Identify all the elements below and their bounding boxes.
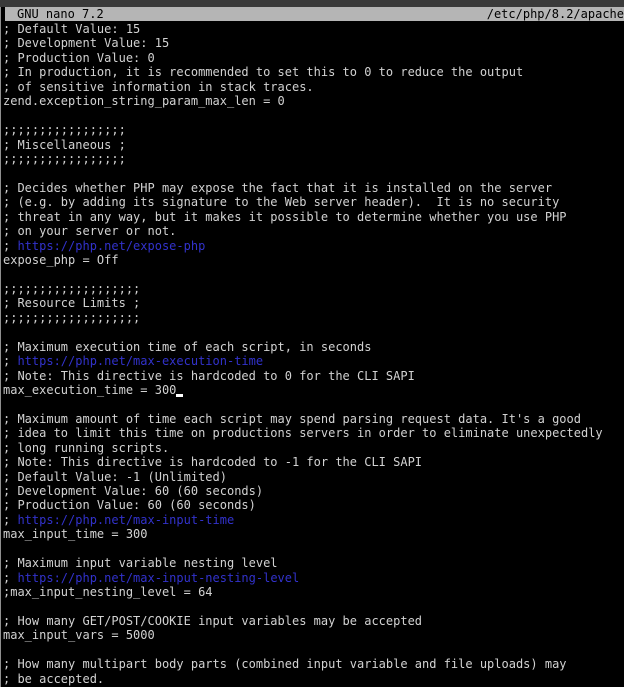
editor-line xyxy=(3,513,624,527)
line-text: ; xyxy=(3,354,18,369)
line-text: ; be accepted. xyxy=(3,671,105,686)
editor-line xyxy=(3,325,624,339)
line-text: max_execution_time = 300 xyxy=(3,382,177,397)
editor-line xyxy=(3,210,624,224)
line-text: zend.exception_string_param_max_len = 0 xyxy=(3,94,285,109)
nano-titlebar xyxy=(5,7,624,21)
editor-line xyxy=(3,80,624,94)
line-text: ;;;;;;;;;;;;;;;;; xyxy=(3,123,126,138)
editor-line xyxy=(3,383,624,397)
editor-line xyxy=(3,152,624,166)
editor-line xyxy=(3,643,624,657)
line-text: ; (e.g. by adding its signature to the Web server header). It is no security xyxy=(3,195,560,210)
line-text: ; Decides whether PHP may expose the fact that it is installed on the server xyxy=(3,180,553,195)
editor-line xyxy=(3,224,624,238)
editor-line xyxy=(3,296,624,310)
line-text: max_input_vars = 5000 xyxy=(3,628,155,643)
line-text: ;max_input_nesting_level = 64 xyxy=(3,585,213,600)
editor-line xyxy=(3,527,624,541)
window-top-border xyxy=(0,0,624,7)
line-text: ; on your server or not. xyxy=(3,224,177,239)
line-text: ; long running scripts. xyxy=(3,440,170,455)
editor-line xyxy=(3,65,624,79)
editor-line xyxy=(3,340,624,354)
line-text: ; Development Value: 15 xyxy=(3,36,170,51)
line-text: ; Maximum input variable nesting level xyxy=(3,556,278,571)
editor-line xyxy=(3,426,624,440)
editor-line xyxy=(3,181,624,195)
line-text: ; Miscellaneous ; xyxy=(3,137,126,152)
editor-line xyxy=(3,498,624,512)
line-text: ; Default Value: 15 xyxy=(3,22,141,36)
editor-line xyxy=(3,441,624,455)
file-path-label: /etc/php/8.2/apache xyxy=(486,7,624,21)
line-text: ; How many multipart body parts (combined input variable and file uploads) may xyxy=(3,657,567,672)
editor-line xyxy=(3,369,624,383)
line-text: expose_php = Off xyxy=(3,253,119,267)
php-doc-url: https://php.net/expose-php xyxy=(17,238,206,253)
line-text: ; idea to limit this time on productions servers in order to eliminate unexpectedly xyxy=(3,426,603,441)
nano-version-label: GNU nano 7.2 xyxy=(17,7,104,21)
editor-line xyxy=(3,123,624,137)
line-text: ; Note: This directive is hardcoded to 0 for the CLI SAPI xyxy=(3,368,415,383)
editor-line xyxy=(3,628,624,642)
editor-line xyxy=(3,484,624,498)
editor-line xyxy=(3,556,624,570)
line-text: ; Resource Limits ; xyxy=(3,296,141,311)
editor-line xyxy=(3,253,624,267)
line-text: ; xyxy=(3,570,18,585)
line-text: ; threat in any way, but it makes it possible to determine whether you use PHP xyxy=(3,209,567,224)
editor-line xyxy=(3,94,624,108)
line-text: ; xyxy=(3,512,18,527)
line-text: max_input_time = 300 xyxy=(3,527,148,542)
line-text: ; Note: This directive is hardcoded to -1 for the CLI SAPI xyxy=(3,455,423,470)
php-doc-url: https://php.net/max-input-nesting-level xyxy=(17,570,300,585)
editor-line xyxy=(3,22,624,36)
editor-line xyxy=(3,542,624,556)
editor-line xyxy=(3,571,624,585)
text-cursor xyxy=(176,384,183,397)
editor-line xyxy=(3,239,624,253)
editor-line xyxy=(3,109,624,123)
line-text: ; Production Value: 60 (60 seconds) xyxy=(3,498,256,513)
line-text: ; Maximum amount of time each script may spend parsing request data. It's a good xyxy=(3,411,581,426)
editor-line xyxy=(3,672,624,686)
editor-line xyxy=(3,138,624,152)
line-text: ; of sensitive information in stack traces. xyxy=(3,79,314,94)
line-text: ; How many GET/POST/COOKIE input variables may be accepted xyxy=(3,613,423,628)
line-text: ; Development Value: 60 (60 seconds) xyxy=(3,484,264,498)
editor-line xyxy=(3,455,624,469)
editor-line xyxy=(3,412,624,426)
editor-line xyxy=(3,354,624,368)
editor-line xyxy=(3,311,624,325)
editor-line xyxy=(3,267,624,281)
php-doc-url: https://php.net/max-input-time xyxy=(17,512,235,527)
editor-line xyxy=(3,166,624,180)
line-text: ; Maximum execution time of each script, in seconds xyxy=(3,339,372,354)
line-text: ; xyxy=(3,238,18,253)
editor-line xyxy=(3,470,624,484)
line-text: ; Production Value: 0 xyxy=(3,50,155,65)
editor-line xyxy=(3,195,624,209)
line-text: ; In production, it is recommended to set this to 0 to reduce the output xyxy=(3,65,524,80)
editor-line xyxy=(3,614,624,628)
line-text: ;;;;;;;;;;;;;;;;;;; xyxy=(3,310,141,325)
line-text: ; Default Value: -1 (Unlimited) xyxy=(3,469,227,484)
editor-body[interactable] xyxy=(0,22,624,687)
editor-line xyxy=(3,397,624,411)
editor-line xyxy=(3,657,624,671)
window-left-border xyxy=(0,7,1,687)
line-text: ;;;;;;;;;;;;;;;;; xyxy=(3,151,126,166)
editor-line xyxy=(3,36,624,50)
editor-line xyxy=(3,585,624,599)
editor-line xyxy=(3,282,624,296)
line-text: ;;;;;;;;;;;;;;;;;;; xyxy=(3,281,141,296)
php-doc-url: https://php.net/max-execution-time xyxy=(17,354,264,369)
editor-line xyxy=(3,600,624,614)
editor-line xyxy=(3,51,624,65)
